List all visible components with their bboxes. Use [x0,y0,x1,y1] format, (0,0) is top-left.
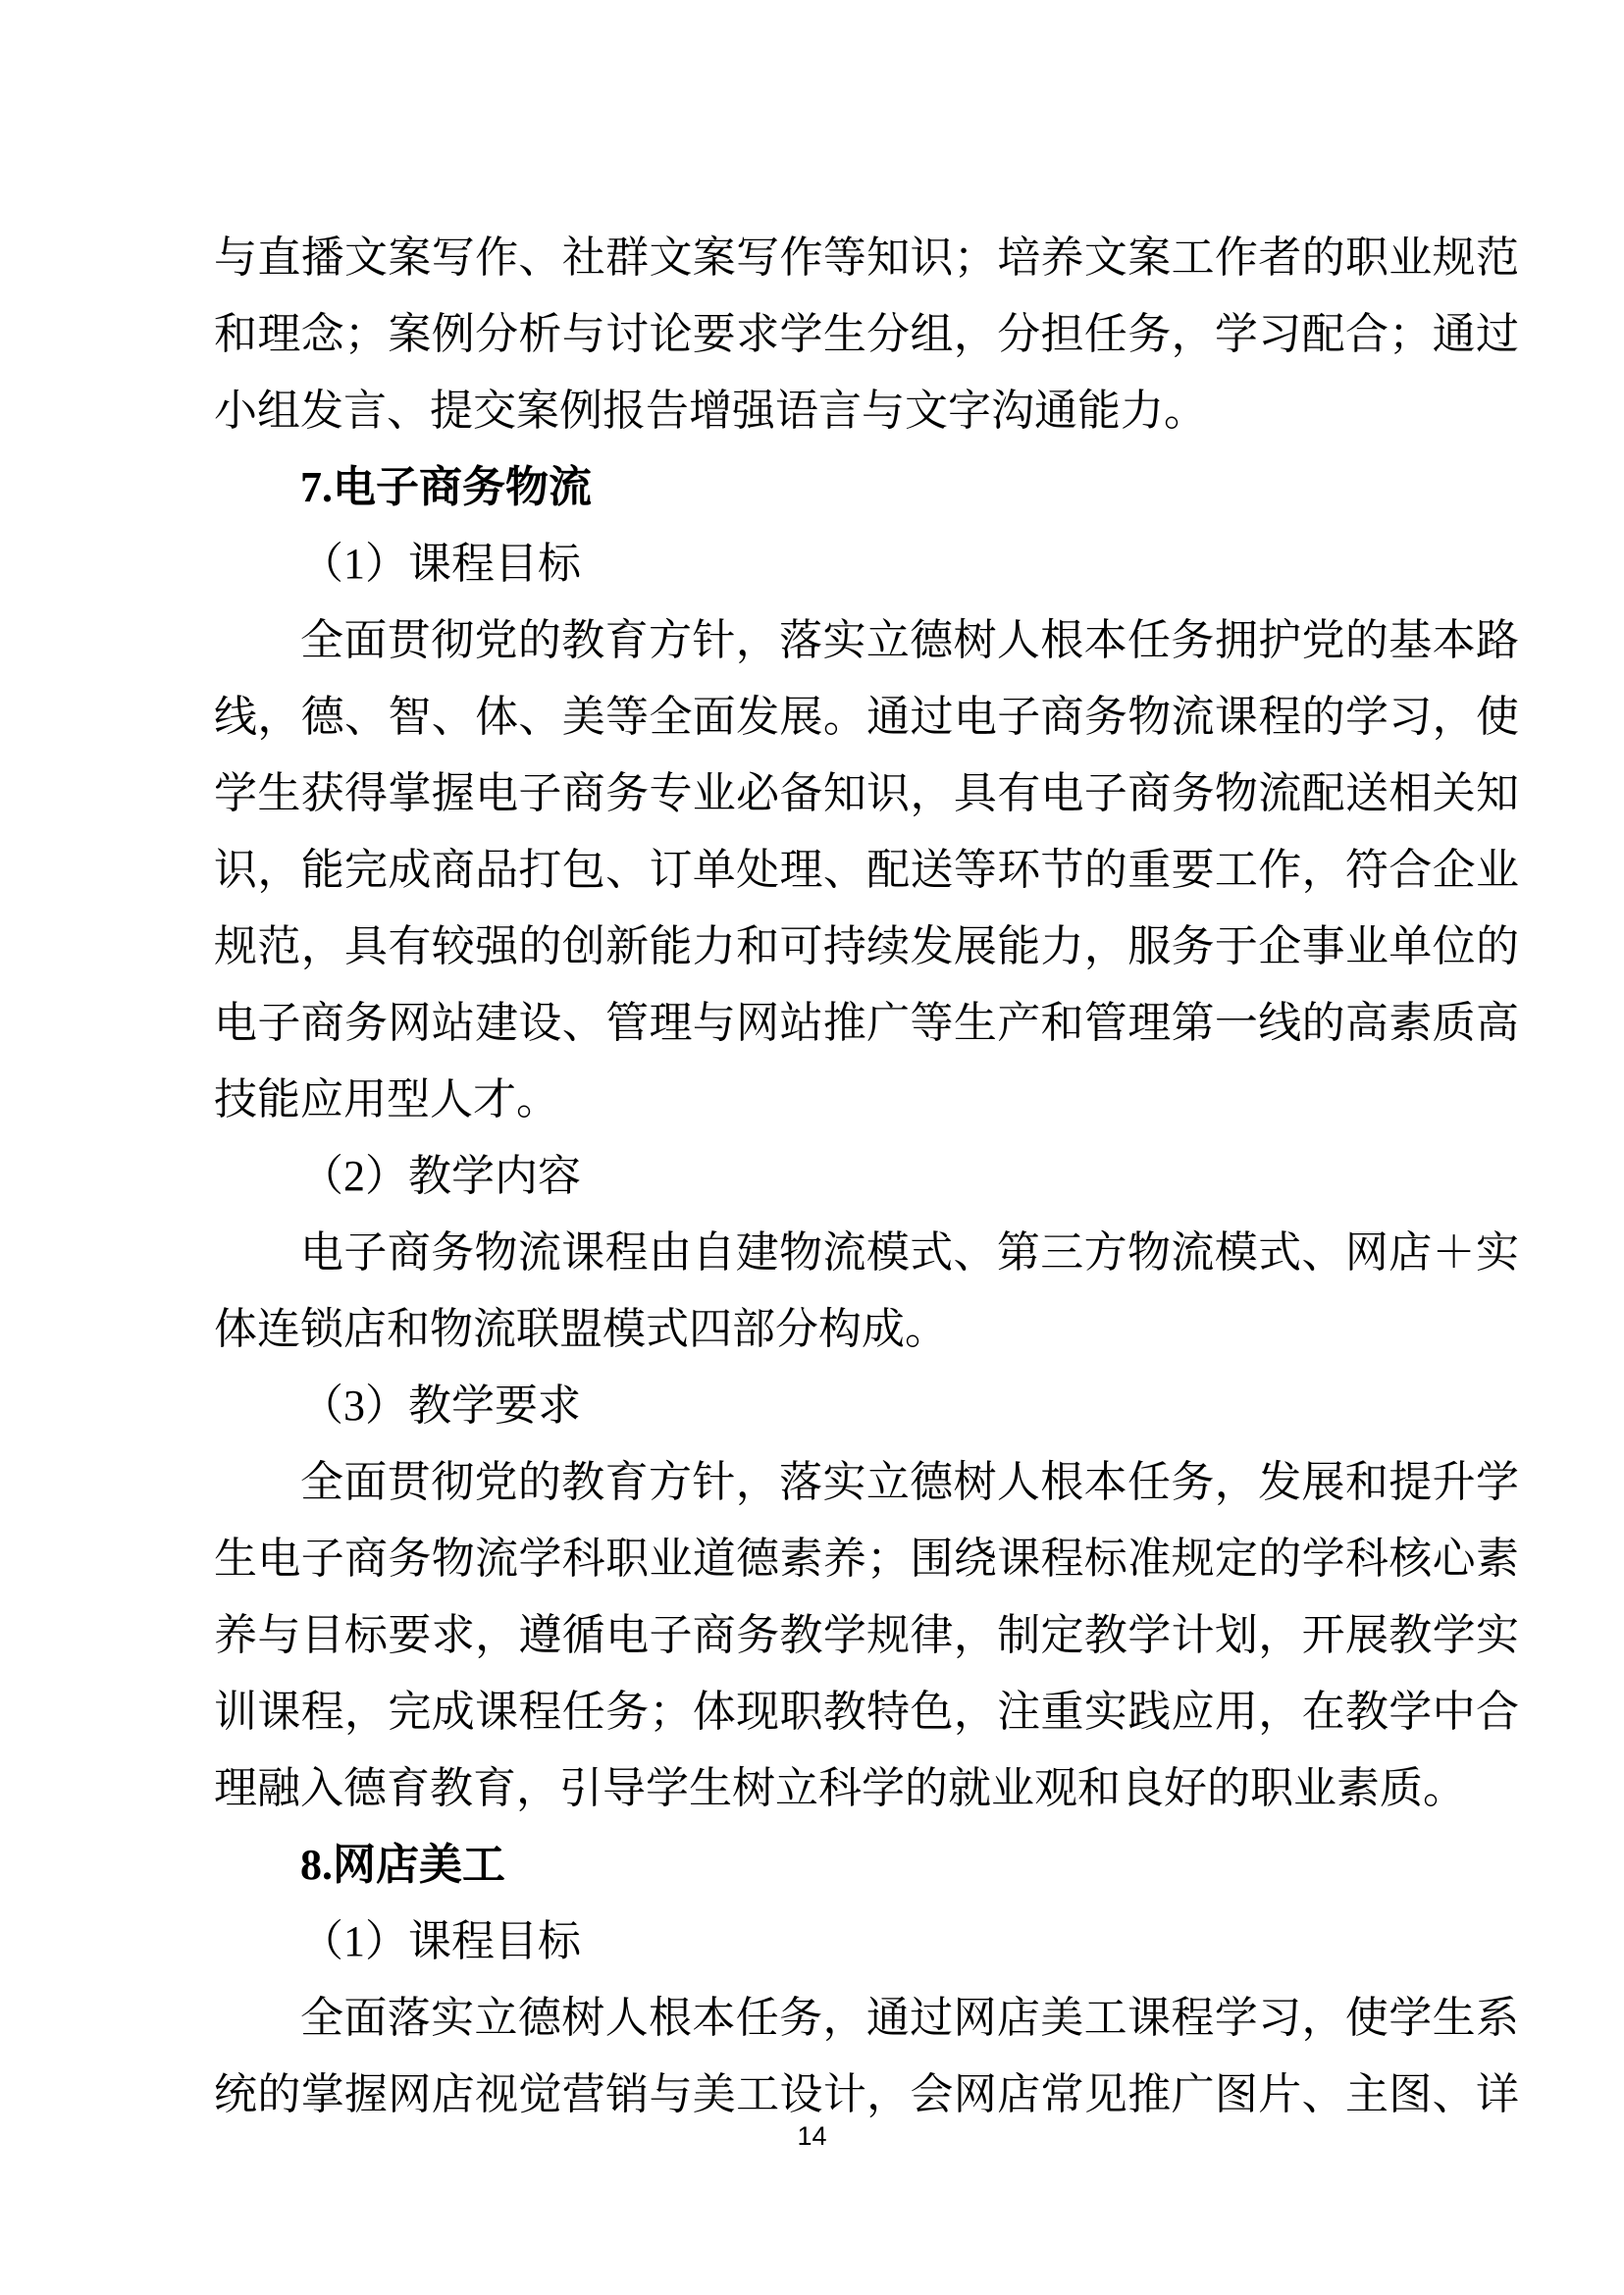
list-item: （1）课程目标 [300,540,581,588]
section-heading-8: 8.网店美工 [300,1841,505,1889]
list-item: （2）教学内容 [300,1152,581,1200]
text-line: 和理念；案例分析与讨论要求学生分组，分担任务，学习配合；通过 [214,310,1519,358]
text-line: 训课程，完成课程任务；体现职教特色，注重实践应用，在教学中合 [214,1688,1519,1736]
text-line: 线，德、智、体、美等全面发展。通过电子商务物流课程的学习，使 [214,693,1519,741]
text-line: 小组发言、提交案例报告增强语言与文字沟通能力。 [214,387,1207,435]
text-line: 电子商务网站建设、管理与网站推广等生产和管理第一线的高素质高 [214,999,1519,1047]
list-item: （3）教学要求 [300,1382,581,1430]
text-line: 全面贯彻党的教育方针，落实立德树人根本任务拥护党的基本路 [300,616,1519,664]
text-line: 与直播文案写作、社群文案写作等知识；培养文案工作者的职业规范 [214,234,1519,282]
text-line: 识，能完成商品打包、订单处理、配送等环节的重要工作，符合企业 [214,846,1519,894]
text-line: 电子商务物流课程由自建物流模式、第三方物流模式、网店＋实 [300,1228,1519,1277]
text-line: 技能应用型人才。 [214,1075,559,1123]
text-line: 学生获得掌握电子商务专业必备知识，具有电子商务物流配送相关知 [214,769,1519,817]
page-number: 14 [797,2121,827,2151]
text-line: 养与目标要求，遵循电子商务教学规律，制定教学计划，开展教学实 [214,1611,1519,1659]
text-line: 规范，具有较强的创新能力和可持续发展能力，服务于企事业单位的 [214,922,1519,970]
text-line: 统的掌握网店视觉营销与美工设计，会网店常见推广图片、主图、详 [214,2070,1519,2118]
list-item: （1）课程目标 [300,1917,581,1965]
text-line: 生电子商务物流学科职业道德素养；围绕课程标准规定的学科核心素 [214,1535,1519,1583]
text-line: 体连锁店和物流联盟模式四部分构成。 [214,1305,948,1353]
text-line: 理融入德育教育，引导学生树立科学的就业观和良好的职业素质。 [214,1764,1466,1812]
text-line: 全面落实立德树人根本任务，通过网店美工课程学习，使学生系 [300,1994,1519,2042]
section-heading-7: 7.电子商务物流 [300,463,592,511]
document-body [214,220,1519,2133]
text-line: 全面贯彻党的教育方针，落实立德树人根本任务，发展和提升学 [300,1458,1519,1506]
